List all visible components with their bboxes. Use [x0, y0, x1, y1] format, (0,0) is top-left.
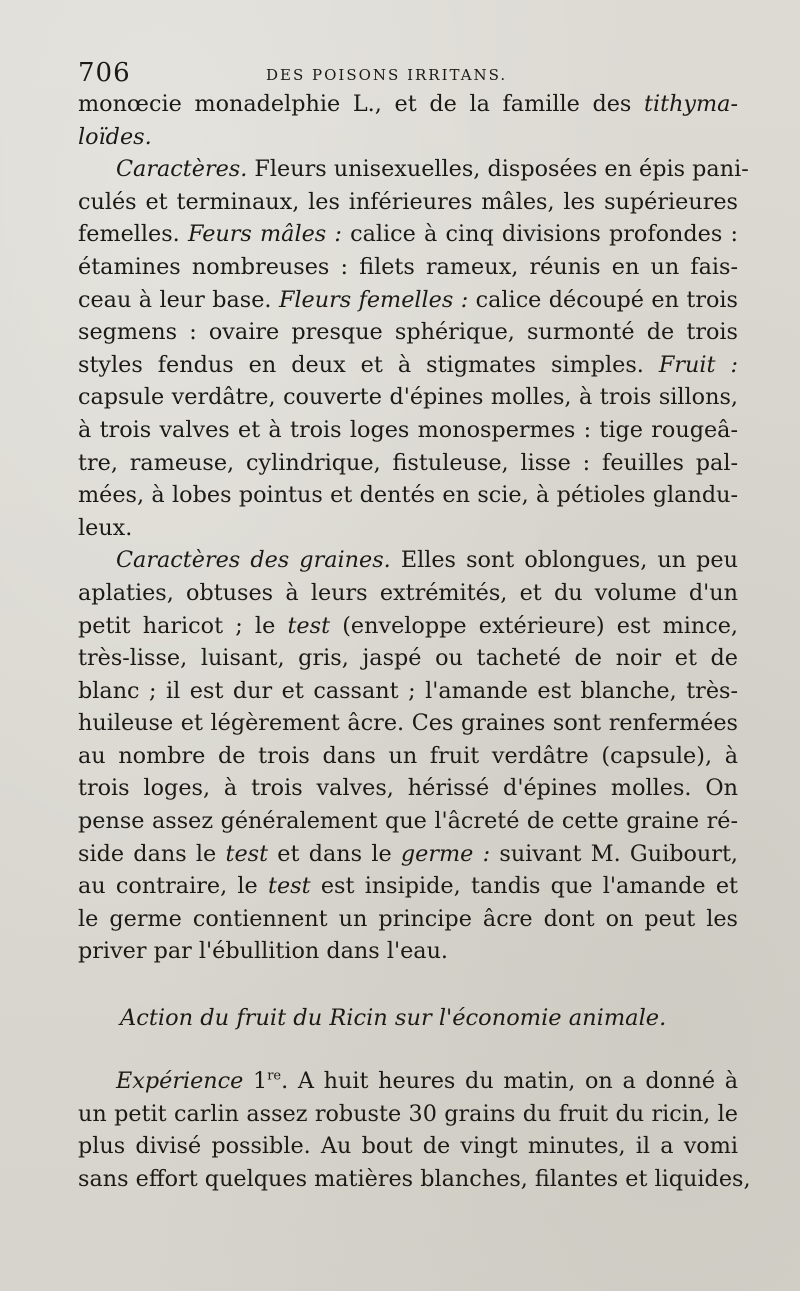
- text-line: Expérience 1re. A huit heures du matin, on a donné à: [116, 1068, 738, 1094]
- text-line: segmens : ovaire presque sphérique, surmonté de trois: [78, 319, 738, 346]
- text-line: plus divisé possible. Au bout de vingt minutes, il a vomi: [78, 1133, 738, 1160]
- text-line: monœcie monadelphie L., et de la famille des tithyma-: [78, 91, 738, 117]
- text-line: leux.: [78, 514, 133, 541]
- text-line: sans effort quelques matières blanches, filantes et liquides,: [78, 1165, 751, 1192]
- body-text: [78, 88, 749, 968]
- section-title: Action du fruit du Ricin sur l'économie animale.: [120, 1005, 667, 1031]
- text-line: loïdes.: [78, 123, 152, 150]
- text-line: le germe contiennent un principe âcre dont on peut les: [78, 905, 738, 932]
- text-line: tre, rameuse, cylindrique, fistuleuse, lisse : feuilles pal-: [78, 449, 738, 476]
- text-line: side dans le test et dans le germe : suivant M. Guibourt,: [78, 840, 738, 867]
- text-line: styles fendus en deux et à stigmates simples. Fruit :: [78, 351, 738, 378]
- text-line: à trois valves et à trois loges monospermes : tige rougeâ-: [78, 416, 738, 443]
- text-line: aplaties, obtuses à leurs extrémités, et du volume d'un: [78, 579, 738, 606]
- text-line: capsule verdâtre, couverte d'épines molles, à trois sillons,: [78, 384, 738, 411]
- text-line: petit haricot ; le test (enveloppe extérieure) est mince,: [78, 612, 738, 639]
- text-line: pense assez généralement que l'âcreté de cette graine ré-: [78, 808, 738, 835]
- text-line: très-lisse, luisant, gris, jaspé ou tacheté de noir et de: [78, 645, 738, 672]
- text-line: étamines nombreuses : filets rameux, réunis en un fais-: [78, 253, 738, 280]
- text-line: femelles. Feurs mâles : calice à cinq divisions profondes :: [78, 221, 738, 248]
- text-line: blanc ; il est dur et cassant ; l'amande est blanche, très-: [78, 677, 738, 704]
- page-number: 706: [78, 58, 131, 88]
- text-line: trois loges, à trois valves, hérissé d'épines molles. On: [78, 775, 738, 802]
- text-line: au nombre de trois dans un fruit verdâtre (capsule), à: [78, 742, 738, 769]
- page-header: [78, 58, 758, 88]
- text-line: huileuse et légèrement âcre. Ces graines sont renfermées: [78, 710, 738, 737]
- text-line: un petit carlin assez robuste 30 grains du fruit du ricin, le: [78, 1100, 738, 1127]
- paragraph-characters: Caractères. Fleurs unisexuelles, disposées en épis pani-: [116, 156, 749, 183]
- paragraph-seeds: Caractères des graines. Elles sont oblongues, un peu: [116, 547, 738, 574]
- text-line: culés et terminaux, les inférieures mâles, les supérieures: [78, 188, 738, 215]
- running-head: DES POISONS IRRITANS.: [266, 66, 508, 84]
- text-line: au contraire, le test est insipide, tandis que l'amande et: [78, 873, 738, 900]
- experience-paragraph: [78, 1065, 751, 1195]
- text-line: mées, à lobes pointus et dentés en scie, à pétioles glandu-: [78, 482, 738, 509]
- text-line: ceau à leur base. Fleurs femelles : calice découpé en trois: [78, 286, 738, 313]
- text-line: priver par l'ébullition dans l'eau.: [78, 938, 449, 965]
